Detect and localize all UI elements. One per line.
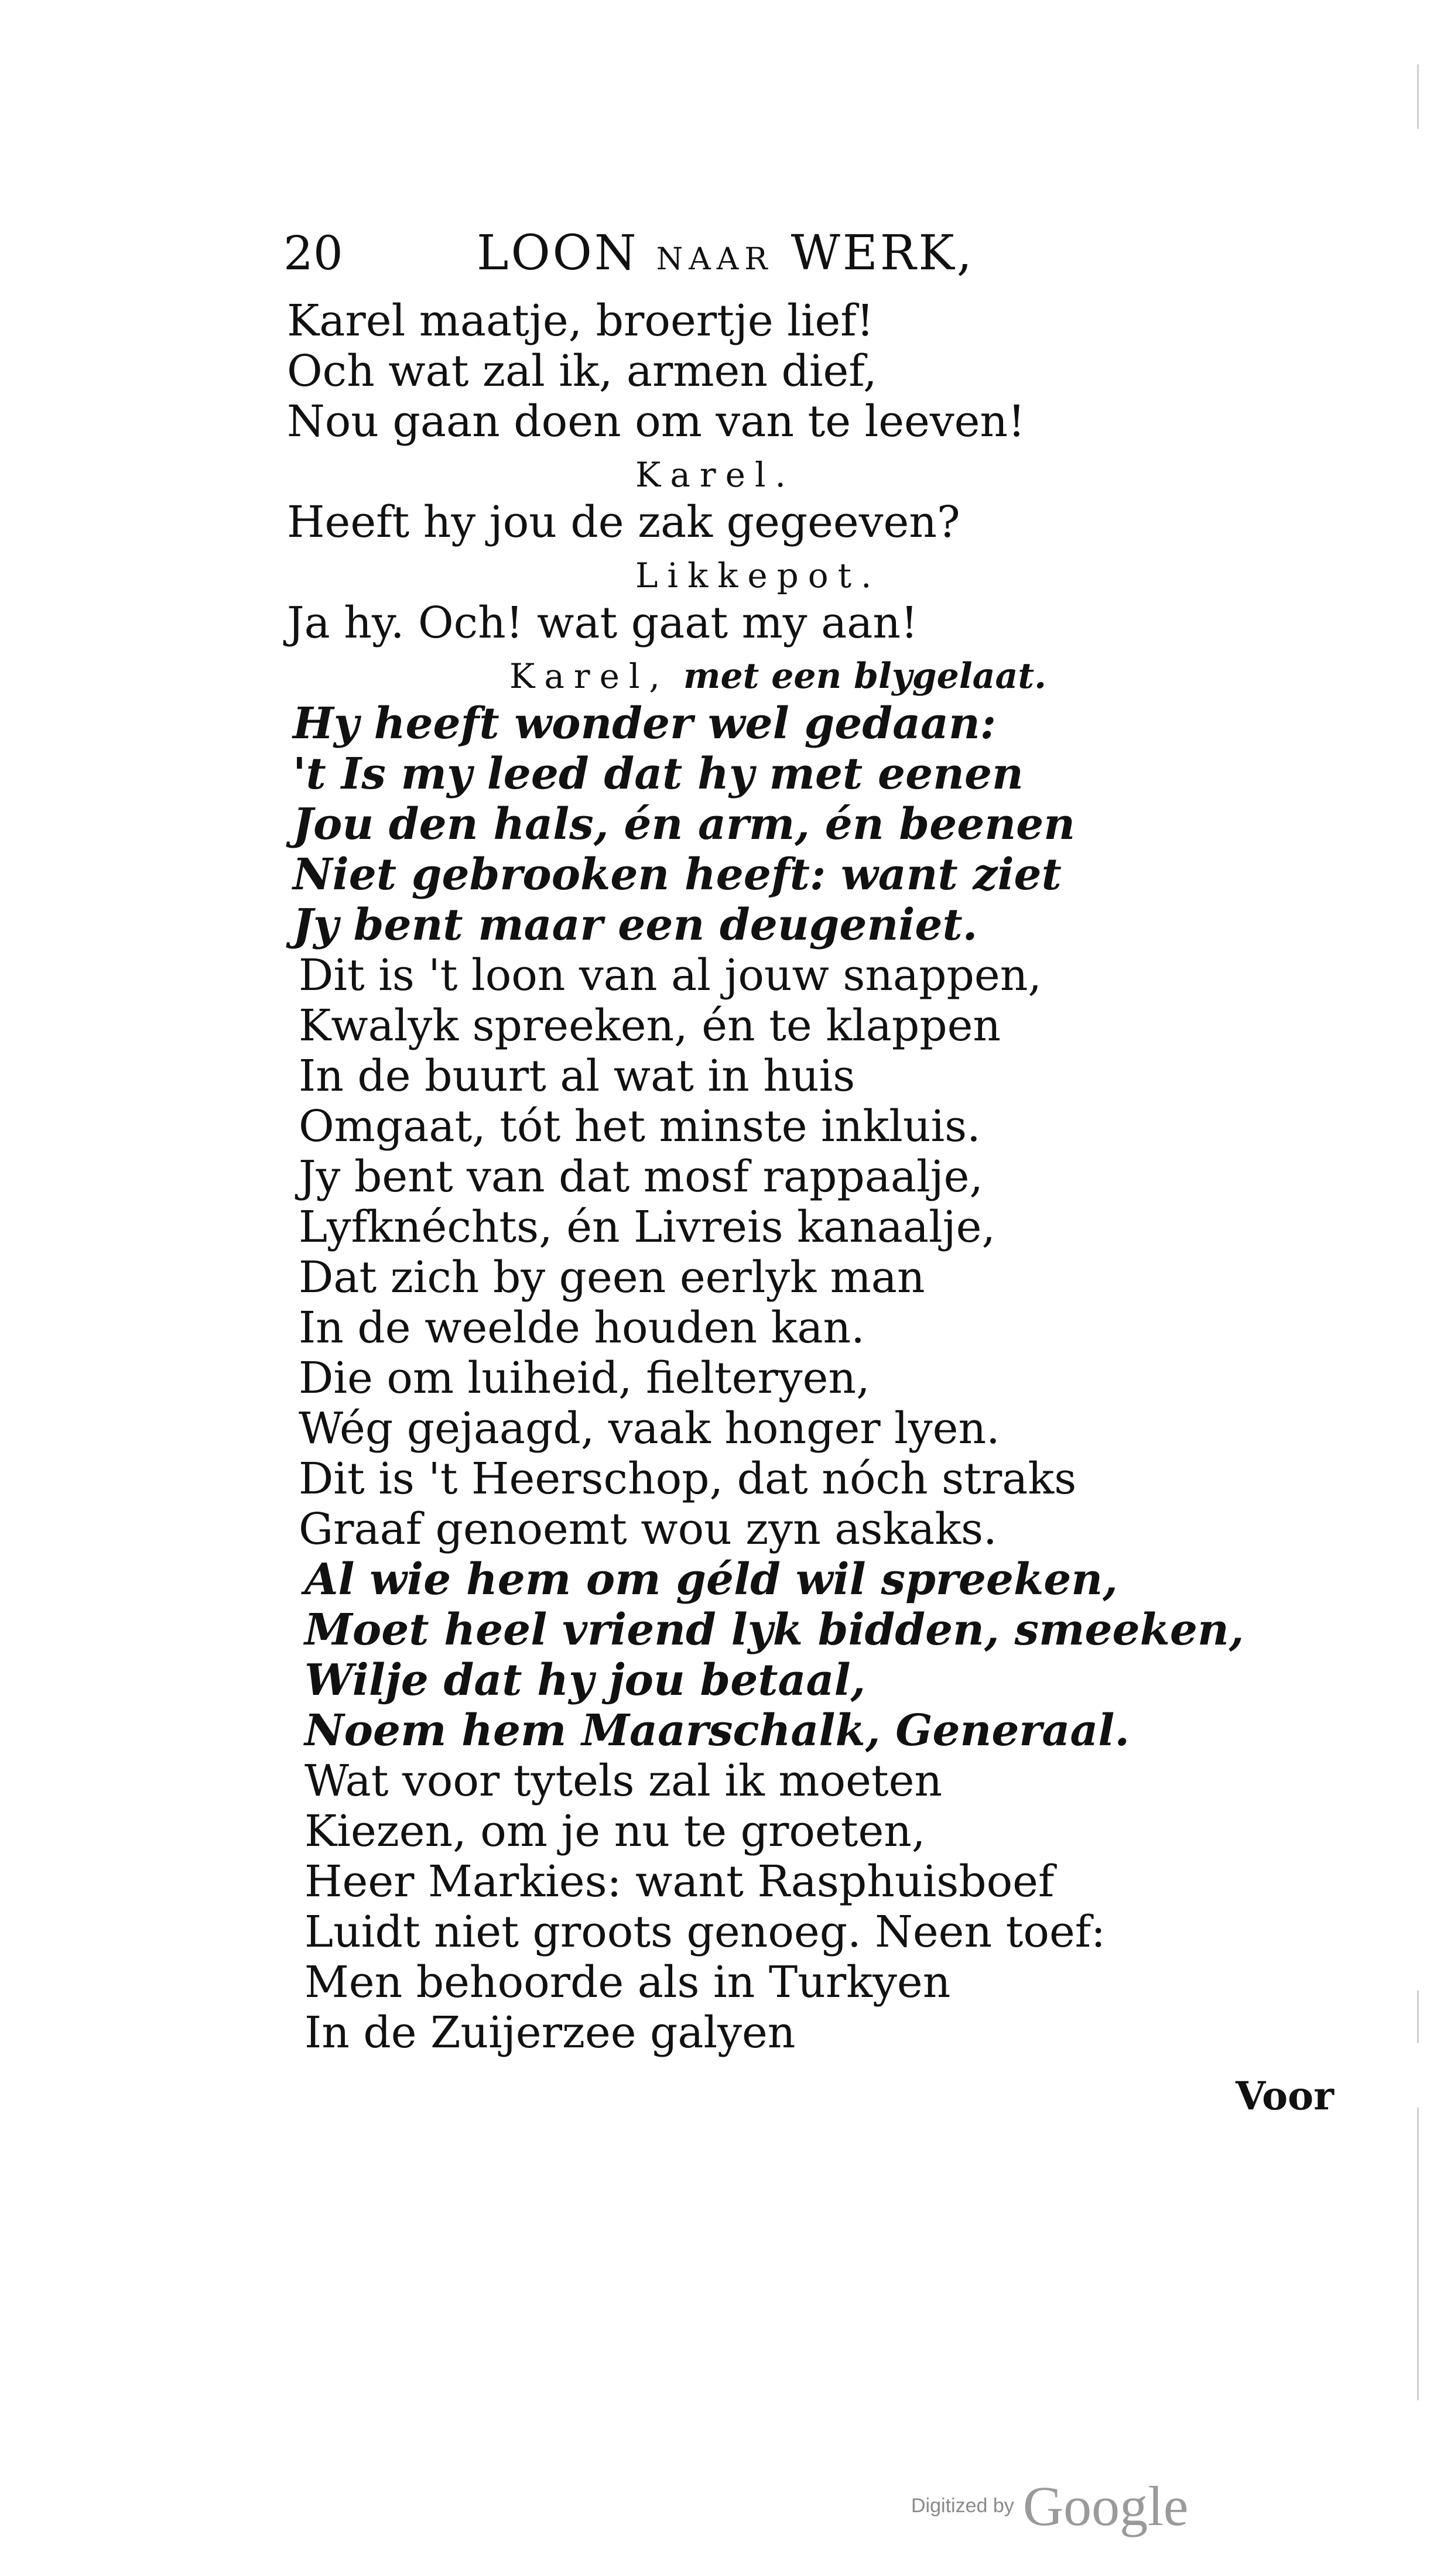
running-title-part-3: WERK, bbox=[791, 225, 974, 281]
verse-text: Hy heeft wonder wel gedaan: bbox=[293, 698, 997, 749]
verse-line-italic bbox=[293, 698, 996, 749]
verse-line-italic bbox=[304, 1705, 1130, 1756]
speaker-name: Likkepot. bbox=[635, 556, 881, 595]
verse-line bbox=[287, 598, 918, 648]
verse-text: Wég gejaagd, vaak honger lyen. bbox=[299, 1403, 1000, 1454]
verse-text: Niet gebrooken heeft: want ziet bbox=[293, 849, 1062, 900]
scan-edge-mark bbox=[1417, 1991, 1419, 2043]
speaker-name: Karel. bbox=[635, 455, 795, 495]
verse-text: Al wie hem om géld wil spreeken, bbox=[304, 1554, 1118, 1605]
verse-text: Men behoorde als in Turkyen bbox=[304, 1957, 951, 2008]
catchword: Voor bbox=[1236, 2073, 1334, 2119]
verse-text: Omgaat, tót het minste inkluis. bbox=[299, 1101, 981, 1152]
verse-text: Moet heel vriend lyk bidden, smeeken, bbox=[304, 1605, 1244, 1655]
verse-text: Noem hem Maarschalk, Generaal. bbox=[304, 1705, 1130, 1756]
running-title-part-1: LOON bbox=[477, 225, 639, 281]
verse-line bbox=[304, 1907, 1106, 1957]
verse-line bbox=[304, 2008, 795, 2058]
verse-text: Och wat zal ik, armen dief, bbox=[287, 346, 877, 396]
verse-text: Karel maatje, broertje lief! bbox=[287, 296, 874, 346]
scan-edge-mark bbox=[1417, 2108, 1419, 2400]
verse-text: Jou den hals, én arm, én beenen bbox=[293, 799, 1076, 849]
verse-line bbox=[299, 1303, 865, 1353]
verse-text: Nou gaan doen om van te leeven! bbox=[287, 396, 1025, 447]
verse-line bbox=[304, 1806, 925, 1856]
verse-text: Luidt niet groots genoeg. Neen toef: bbox=[304, 1907, 1106, 1957]
verse-text: Kiezen, om je nu te groeten, bbox=[304, 1806, 926, 1856]
verse-text: Jy bent van dat mosf rappaalje, bbox=[299, 1152, 983, 1202]
verse-text: Heer Markies: want Rasphuisboef bbox=[304, 1856, 1055, 1907]
verse-line-italic bbox=[293, 749, 1024, 799]
verse-text: Wilje dat hy jou betaal, bbox=[304, 1655, 866, 1705]
verse-text: In de weelde houden kan. bbox=[299, 1303, 865, 1353]
verse-line bbox=[299, 1504, 997, 1554]
verse-text: Graaf genoemt wou zyn askaks. bbox=[299, 1504, 997, 1554]
verse-line bbox=[304, 1957, 950, 2008]
verse-line bbox=[299, 1001, 1001, 1051]
running-title-part-2: NAAR bbox=[656, 242, 774, 277]
verse-text: Heeft hy jou de zak gegeeven? bbox=[287, 497, 960, 547]
verse-text: Dit is 't loon van al jouw snappen, bbox=[299, 950, 1042, 1001]
verse-line bbox=[287, 346, 877, 396]
verse-line bbox=[299, 1454, 1076, 1504]
running-title bbox=[477, 221, 974, 292]
verse-text: Lyfknéchts, én Livreis kanaalje, bbox=[299, 1202, 995, 1252]
verse-line bbox=[299, 1252, 925, 1303]
page-number: 20 bbox=[283, 226, 343, 280]
verse-text: Dit is 't Heerschop, dat nóch straks bbox=[299, 1454, 1077, 1504]
verse-line-italic bbox=[293, 849, 1062, 900]
verse-text: Jy bent maar een deugeniet. bbox=[293, 900, 978, 950]
verse-line bbox=[287, 396, 1025, 447]
verse-text: In de Zuijerzee galyen bbox=[304, 2008, 796, 2058]
stage-direction: met een blygelaat. bbox=[683, 656, 1046, 697]
verse-line bbox=[304, 1756, 942, 1806]
verse-text: Wat voor tytels zal ik moeten bbox=[304, 1756, 943, 1806]
verse-line bbox=[299, 1051, 855, 1101]
verse-line bbox=[287, 296, 874, 346]
verse-line-italic bbox=[304, 1605, 1244, 1655]
verse-line bbox=[299, 1353, 870, 1403]
verse-line bbox=[299, 950, 1042, 1001]
running-header bbox=[283, 221, 1162, 292]
verse-text: In de buurt al wat in huis bbox=[299, 1051, 856, 1101]
verse-line-italic bbox=[304, 1655, 865, 1705]
verse-line bbox=[299, 1152, 983, 1202]
verse-text: Kwalyk spreeken, én te klappen bbox=[299, 1001, 1001, 1051]
verse-line-italic bbox=[304, 1554, 1118, 1605]
verse-line bbox=[299, 1101, 981, 1152]
speaker-label bbox=[635, 447, 795, 497]
verse-line-italic bbox=[293, 799, 1075, 849]
speaker-name: Karel, bbox=[509, 656, 669, 696]
scan-edge-mark bbox=[1417, 64, 1419, 129]
digitization-watermark bbox=[911, 2474, 1188, 2538]
verse-text: 't Is my leed dat hy met eenen bbox=[293, 749, 1024, 799]
verse-text: Die om luiheid, fielteryen, bbox=[299, 1353, 870, 1403]
verse-line bbox=[287, 497, 960, 547]
verse-line-italic bbox=[293, 900, 977, 950]
watermark-prefix: Digitized by bbox=[911, 2495, 1014, 2517]
verse-text: Ja hy. Och! wat gaat my aan! bbox=[287, 598, 918, 648]
google-logo: Google bbox=[1022, 2475, 1189, 2537]
verse-line bbox=[299, 1202, 995, 1252]
verse-text: Dat zich by geen eerlyk man bbox=[299, 1252, 925, 1303]
verse-line bbox=[299, 1403, 1000, 1454]
verse-line bbox=[304, 1856, 1054, 1907]
speaker-label bbox=[509, 648, 1046, 698]
speaker-label bbox=[635, 547, 881, 598]
